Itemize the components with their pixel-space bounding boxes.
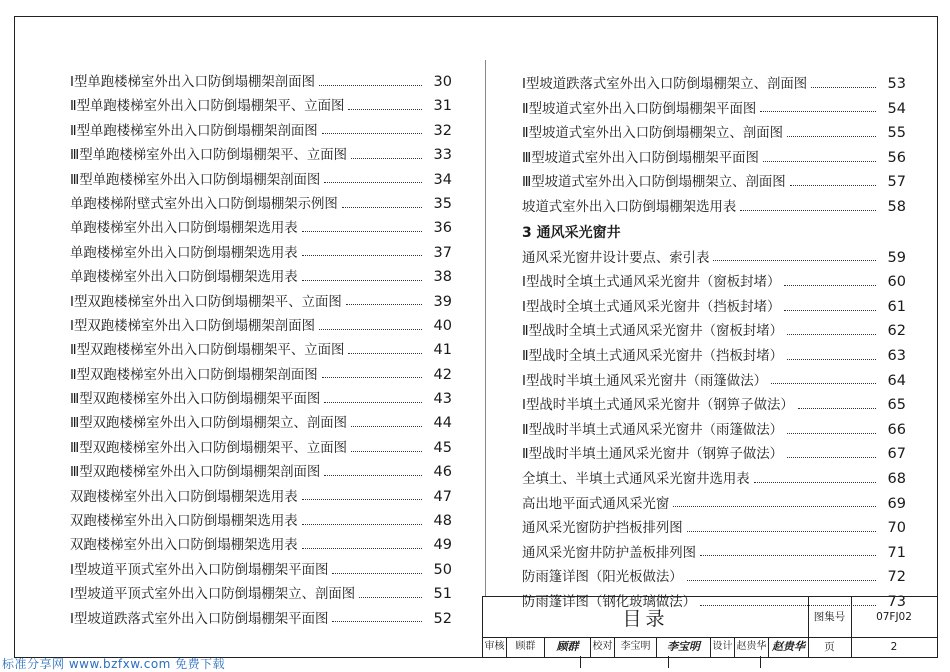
toc-entry[interactable] <box>70 509 452 533</box>
toc-entry-title: Ⅲ型双跑楼梯室外出入口防倒塌棚架立、剖面图 <box>70 416 348 432</box>
toc-entry-page: 49 <box>433 537 452 554</box>
toc-entry[interactable] <box>522 72 906 97</box>
toc-entry-page: 33 <box>433 147 452 164</box>
toc-entry[interactable] <box>70 363 452 387</box>
dot-leader <box>319 85 422 86</box>
toc-entry-page: 56 <box>887 149 906 166</box>
toc-entry-title: 高出地平面式通风采光窗 <box>522 496 670 512</box>
toc-entry[interactable] <box>70 94 452 118</box>
toc-entry-page: 35 <box>433 195 452 212</box>
dot-leader <box>787 334 876 335</box>
section-heading: 3 通风采光窗井 <box>522 224 621 241</box>
toc-entry[interactable] <box>522 97 906 122</box>
dot-leader <box>798 408 876 409</box>
dot-leader <box>784 285 876 286</box>
toc-entry[interactable] <box>522 295 906 320</box>
toc-entry-page: 47 <box>433 488 452 505</box>
toc-entry-title: Ⅰ型坡道平顶式室外出入口防倒塌棚架平面图 <box>70 562 329 578</box>
toc-entry-title: 防雨篷详图（钢化玻璃做法） <box>522 594 697 610</box>
toc-entry-title: Ⅲ型坡道式室外出入口防倒塌棚架平面图 <box>522 150 759 166</box>
toc-entry[interactable] <box>522 246 906 271</box>
toc-entry-title: 坡道式室外出入口防倒塌棚架选用表 <box>522 199 737 215</box>
dot-leader <box>687 531 876 532</box>
column-divider <box>485 60 486 596</box>
toc-entry-page: 42 <box>433 366 452 383</box>
toc-entry[interactable] <box>70 387 452 411</box>
toc-entry-title: 双跑楼梯室外出入口防倒塌棚架选用表 <box>70 489 298 505</box>
toc-entry[interactable] <box>70 607 452 631</box>
toc-entry-page: 38 <box>433 269 452 286</box>
dot-leader <box>351 426 422 427</box>
toc-entry-title: 防雨篷详图（阳光板做法） <box>522 570 683 586</box>
dot-leader <box>713 260 876 261</box>
toc-entry[interactable] <box>70 314 452 338</box>
toc-entry-title: Ⅰ型坡道平顶式室外出入口防倒塌棚架立、剖面图 <box>70 587 356 603</box>
tick-mark <box>668 656 669 668</box>
dot-leader <box>348 353 422 354</box>
toc-entry-page: 64 <box>887 372 906 389</box>
dot-leader <box>302 524 422 525</box>
dot-leader <box>740 210 876 211</box>
check-signature: 李宝明 <box>657 637 711 657</box>
toc-entry[interactable] <box>70 436 452 460</box>
dot-leader <box>687 580 876 581</box>
toc-entry-title: Ⅱ型战时半填土通风采光窗井（钢箅子做法） <box>522 447 784 463</box>
toc-entry[interactable] <box>522 492 906 517</box>
toc-entry-page: 52 <box>433 610 452 627</box>
toc-entry-page: 68 <box>887 470 906 487</box>
dot-leader <box>319 329 422 330</box>
toc-entry-title: 通风采光窗防护挡板排列图 <box>522 521 683 537</box>
toc-entry[interactable] <box>70 558 452 582</box>
dot-leader <box>324 182 422 183</box>
atlas-number-label: 图集号 <box>808 597 852 638</box>
toc-entry-title: Ⅰ型战时全填土式通风采光窗井（挡板封堵） <box>522 299 781 315</box>
toc-entry-title: Ⅰ型单跑楼梯室外出入口防倒塌棚架剖面图 <box>70 75 315 90</box>
dot-leader <box>771 383 876 384</box>
toc-entry[interactable] <box>522 467 906 492</box>
dot-leader <box>787 359 876 360</box>
design-label: 设计 <box>711 637 735 657</box>
toc-entry-page: 31 <box>433 98 452 115</box>
dot-leader <box>348 109 422 110</box>
toc-entry-title: Ⅰ型双跑楼梯室外出入口防倒塌棚架平、立面图 <box>70 294 342 310</box>
toc-entry-page: 44 <box>433 415 452 432</box>
dot-leader <box>673 506 876 507</box>
dot-leader <box>784 310 876 311</box>
toc-entry-title: 通风采光窗井防护盖板排列图 <box>522 545 697 561</box>
dot-leader <box>332 621 422 622</box>
dot-leader <box>302 499 422 500</box>
toc-entry-page: 51 <box>433 586 452 603</box>
toc-entry-page: 62 <box>887 323 906 340</box>
dot-leader <box>324 475 422 476</box>
toc-entry[interactable] <box>522 319 906 344</box>
toc-entry[interactable] <box>70 192 452 216</box>
toc-entry-page: 69 <box>887 495 906 512</box>
design-signature: 赵贵华 <box>772 640 805 653</box>
toc-entry-title: Ⅲ型坡道式室外出入口防倒塌棚架立、剖面图 <box>522 175 786 191</box>
dot-leader <box>763 161 876 162</box>
toc-entry-title: Ⅱ型战时半填土式通风采光窗井（雨篷做法） <box>522 422 784 438</box>
dot-leader <box>322 133 422 134</box>
toc-entry[interactable] <box>522 121 906 146</box>
check-name: 李宝明 <box>615 637 657 657</box>
toc-entry[interactable] <box>522 541 906 566</box>
toc-entry[interactable] <box>70 290 452 314</box>
toc-entry-page: 46 <box>433 464 452 481</box>
dot-leader <box>760 111 876 112</box>
toc-entry-page: 43 <box>433 391 452 408</box>
toc-entry-title: Ⅱ型战时全填土式通风采光窗井（窗板封堵） <box>522 324 784 340</box>
dot-leader <box>302 255 422 256</box>
toc-entry-title: Ⅱ型战时全填土式通风采光窗井（挡板封堵） <box>522 348 784 364</box>
toc-entry[interactable] <box>522 369 906 394</box>
toc-entry-page: 45 <box>433 439 452 456</box>
toc-entry-page: 72 <box>887 569 906 586</box>
toc-entry-page: 73 <box>887 593 906 610</box>
toc-entry-title: Ⅰ型坡道跌落式室外出入口防倒塌棚架立、剖面图 <box>522 77 808 92</box>
toc-entry[interactable] <box>70 338 452 362</box>
dot-leader <box>787 433 876 434</box>
toc-entry[interactable] <box>70 485 452 509</box>
page-number: 2 <box>890 641 898 653</box>
dot-leader <box>302 231 422 232</box>
toc-entry-page: 61 <box>887 298 906 315</box>
dot-leader <box>322 377 422 378</box>
toc-entry-page: 32 <box>433 122 452 139</box>
dot-leader <box>787 136 876 137</box>
dot-leader <box>790 185 876 186</box>
toc-entry-page: 59 <box>887 249 906 266</box>
toc-entry-title: 双跑楼梯室外出入口防倒塌棚架选用表 <box>70 538 298 554</box>
toc-entry[interactable] <box>522 270 906 295</box>
toc-entry-page: 34 <box>433 171 452 188</box>
toc-entry-page: 48 <box>433 513 452 530</box>
toc-entry-title: Ⅱ型单跑楼梯室外出入口防倒塌棚架平、立面图 <box>70 99 345 115</box>
toc-entry-page: 30 <box>433 74 452 90</box>
toc-entry-title: Ⅱ型双跑楼梯室外出入口防倒塌棚架平、立面图 <box>70 343 345 359</box>
toc-entry-title: Ⅱ型双跑楼梯室外出入口防倒塌棚架剖面图 <box>70 367 318 383</box>
toc-entry[interactable] <box>70 582 452 606</box>
toc-entry[interactable] <box>70 70 452 94</box>
toc-entry-title: Ⅲ型单跑楼梯室外出入口防倒塌棚架平、立面图 <box>70 148 348 164</box>
toc-entry-title: Ⅰ型双跑楼梯室外出入口防倒塌棚架剖面图 <box>70 318 315 334</box>
toc-entry[interactable] <box>70 411 452 435</box>
dot-leader <box>302 548 422 549</box>
toc-entry-title: 通风采光窗井设计要点、索引表 <box>522 250 710 266</box>
toc-entry[interactable] <box>70 265 452 289</box>
toc-entry-page: 58 <box>887 198 906 215</box>
dot-leader <box>359 597 422 598</box>
toc-entry[interactable] <box>70 119 452 143</box>
watermark-text: 标准分享网 www.bzfxw.com 免费下载 <box>2 657 226 671</box>
toc-entry-page: 54 <box>887 100 906 117</box>
review-signature: 顾群 <box>545 637 591 657</box>
toc-entry[interactable] <box>70 143 452 167</box>
toc-entry[interactable] <box>522 344 906 369</box>
toc-entry-title: Ⅰ型战时半填土式通风采光窗井（钢箅子做法） <box>522 398 794 414</box>
toc-entry-page: 53 <box>887 76 906 92</box>
toc-entry-page: 66 <box>887 421 906 438</box>
toc-entry[interactable] <box>70 168 452 192</box>
toc-entry-page: 37 <box>433 244 452 261</box>
toc-entry-title: Ⅲ型单跑楼梯室外出入口防倒塌棚架剖面图 <box>70 172 321 188</box>
dot-leader <box>342 207 422 208</box>
page-label: 页 <box>808 637 852 657</box>
dot-leader <box>324 402 422 403</box>
dot-leader <box>700 555 876 556</box>
dot-leader <box>754 482 876 483</box>
atlas-number: 07FJ02 <box>851 597 937 638</box>
toc-entry[interactable] <box>522 195 906 220</box>
toc-entry-title: Ⅰ型战时全填土式通风采光窗井（窗板封堵） <box>522 275 781 291</box>
document-title: 目录 <box>483 597 809 638</box>
toc-entry-page: 67 <box>887 446 906 463</box>
toc-entry[interactable] <box>70 533 452 557</box>
dot-leader <box>351 451 422 452</box>
toc-entry-title: Ⅱ型单跑楼梯室外出入口防倒塌棚架剖面图 <box>70 123 318 139</box>
toc-entry-title: 单跑楼梯室外出入口防倒塌棚架选用表 <box>70 270 298 286</box>
toc-entry-page: 63 <box>887 347 906 364</box>
toc-entry[interactable] <box>522 393 906 418</box>
toc-entry-page: 57 <box>887 174 906 191</box>
toc-entry[interactable] <box>70 460 452 484</box>
toc-entry-page: 70 <box>887 520 906 537</box>
toc-entry-page: 50 <box>433 561 452 578</box>
dot-leader <box>787 457 876 458</box>
toc-entry-page: 60 <box>887 274 906 291</box>
toc-entry-title: 单跑楼梯附壁式室外出入口防倒塌棚架示例图 <box>70 196 338 212</box>
review-name: 顾群 <box>507 637 545 657</box>
tick-mark <box>580 656 581 668</box>
toc-entry-page: 40 <box>433 317 452 334</box>
dot-leader <box>332 573 422 574</box>
toc-entry-title: Ⅲ型双跑楼梯室外出入口防倒塌棚架剖面图 <box>70 465 321 481</box>
toc-entry[interactable] <box>522 418 906 443</box>
check-label: 校对 <box>591 637 615 657</box>
toc-entry[interactable] <box>522 170 906 195</box>
toc-entry-title: Ⅰ型坡道跌落式室外出入口防倒塌棚架平面图 <box>70 611 329 627</box>
toc-entry-title: 双跑楼梯室外出入口防倒塌棚架选用表 <box>70 514 298 530</box>
toc-entry[interactable] <box>70 241 452 265</box>
toc-entry-page: 71 <box>887 544 906 561</box>
dot-leader <box>351 158 422 159</box>
toc-right-column <box>522 72 906 614</box>
toc-entry[interactable] <box>522 516 906 541</box>
toc-entry[interactable] <box>70 216 452 240</box>
toc-entry-title: Ⅰ型战时半填土通风采光窗井（雨篷做法） <box>522 373 767 389</box>
toc-entry[interactable] <box>522 442 906 467</box>
toc-entry-page: 39 <box>433 293 452 310</box>
tick-mark <box>760 656 761 668</box>
toc-entry-page: 65 <box>887 397 906 414</box>
toc-entry[interactable] <box>522 146 906 171</box>
toc-entry[interactable] <box>522 565 906 590</box>
toc-entry-title: Ⅲ型双跑楼梯室外出入口防倒塌棚架平、立面图 <box>70 440 348 456</box>
toc-entry-title: Ⅱ型坡道式室外出入口防倒塌棚架立、剖面图 <box>522 126 784 142</box>
toc-entry-page: 55 <box>887 125 906 142</box>
review-label: 审核 <box>483 637 507 657</box>
dot-leader <box>346 304 422 305</box>
toc-entry-page: 36 <box>433 220 452 237</box>
toc-entry-page: 41 <box>433 342 452 359</box>
dot-leader <box>302 280 422 281</box>
toc-entry-title: Ⅲ型双跑楼梯室外出入口防倒塌棚架平面图 <box>70 392 321 408</box>
toc-entry-title: 全填土、半填土式通风采光窗井选用表 <box>522 471 750 487</box>
dot-leader <box>811 87 876 88</box>
toc-entry-title: 单跑楼梯室外出入口防倒塌棚架选用表 <box>70 221 298 237</box>
title-block <box>482 596 938 658</box>
toc-left-column <box>70 70 452 631</box>
signature-row <box>483 637 809 657</box>
toc-entry-title: Ⅱ型坡道式室外出入口防倒塌棚架平面图 <box>522 101 757 117</box>
design-name: 赵贵华 <box>735 637 769 657</box>
toc-entry-title: 单跑楼梯室外出入口防倒塌棚架选用表 <box>70 245 298 261</box>
